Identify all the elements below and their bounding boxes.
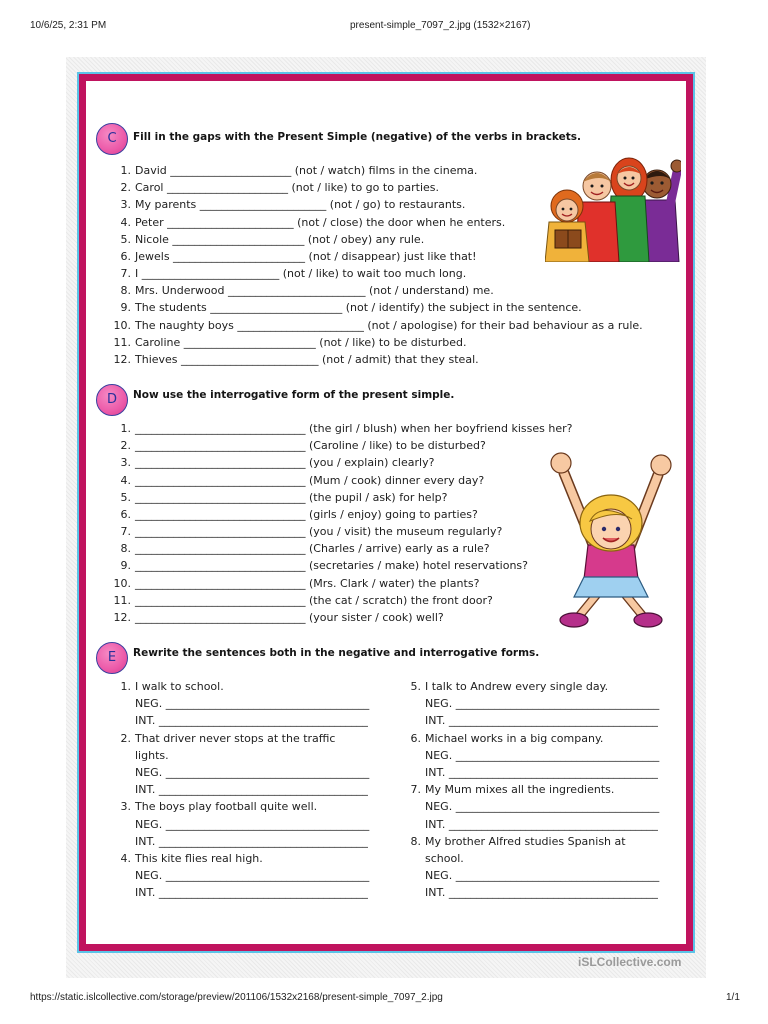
item-text: Nicole ________________________ (not / obey) any rule.: [135, 233, 425, 246]
section-d-item: [111, 508, 478, 522]
item-text: _______________________________ (your sister / cook) well?: [135, 611, 444, 624]
item-text: David ______________________ (not / watch) films in the cinema.: [135, 164, 478, 177]
item-text: I _________________________ (not / like) to wait too much long.: [135, 267, 467, 280]
section-d-item: [111, 525, 502, 539]
item-text: _______________________________ (secretaries / make) hotel reservations?: [135, 559, 528, 572]
item-text: _______________________________ (Charles / arrive) early as a rule?: [135, 542, 490, 555]
section-c-item: [111, 267, 466, 281]
item-sentence: My Mum mixes all the ingredients.: [425, 783, 615, 796]
print-page-number: 1/1: [726, 992, 740, 1003]
item-sentence-continued: school.: [425, 852, 464, 865]
section-d-item: [111, 577, 479, 591]
section-d-item: [111, 542, 490, 556]
item-text: The students ________________________ (not / identify) the subject in the sentence.: [135, 301, 582, 314]
item-number: 6.: [410, 732, 421, 745]
item-text: Thieves _________________________ (not / admit) that they steal.: [135, 353, 479, 366]
item-text: _______________________________ (Mum / cook) dinner every day?: [135, 474, 485, 487]
section-c-item: [111, 353, 479, 367]
section-e-item: [401, 783, 614, 797]
item-number: 8.: [120, 542, 131, 555]
section-e-badge: E: [96, 642, 128, 674]
item-number: 2.: [120, 732, 131, 745]
item-text: _______________________________ (girls / enjoy) going to parties?: [135, 508, 478, 521]
item-number: 10.: [113, 319, 131, 332]
negative-answer-line: NEG. _____________________________________: [425, 800, 660, 813]
item-number: 1.: [120, 680, 131, 693]
item-number: 3.: [120, 800, 131, 813]
item-number: 1.: [120, 164, 131, 177]
interrogative-answer-line: INT. ______________________________________: [135, 783, 368, 796]
section-c-instruction: Fill in the gaps with the Present Simple (negative) of the verbs in brackets.: [133, 131, 582, 143]
section-d-item: [111, 422, 573, 436]
item-number: 1.: [120, 422, 131, 435]
interrogative-answer-line: INT. ______________________________________: [425, 886, 658, 899]
item-number: 5.: [120, 233, 131, 246]
section-e-instruction: Rewrite the sentences both in the negative and interrogative forms.: [133, 647, 540, 659]
section-c-item: [111, 216, 505, 230]
item-sentence: That driver never stops at the traffic: [135, 732, 336, 745]
item-sentence: I talk to Andrew every single day.: [425, 680, 609, 693]
section-e-item: [111, 680, 224, 694]
item-sentence: The boys play football quite well.: [135, 800, 318, 813]
section-c-item: [111, 301, 582, 315]
section-d-item: [111, 456, 434, 470]
item-number: 4.: [120, 852, 131, 865]
section-d-item: [111, 474, 484, 488]
item-sentence: Michael works in a big company.: [425, 732, 604, 745]
interrogative-answer-line: INT. ______________________________________: [425, 818, 658, 831]
section-e-item: [401, 835, 626, 849]
print-title: present-simple_7097_2.jpg (1532×2167): [350, 20, 531, 31]
item-number: 12.: [113, 611, 131, 624]
child-figure-with-book: [545, 190, 589, 262]
item-sentence: I walk to school.: [135, 680, 224, 693]
print-datetime: 10/6/25, 2:31 PM: [30, 20, 107, 31]
section-d-item: [111, 491, 447, 505]
islcollective-watermark: iSLCollective.com: [578, 955, 682, 969]
section-c-item: [111, 198, 465, 212]
item-number: 7.: [120, 525, 131, 538]
item-number: 3.: [120, 198, 131, 211]
item-text: Mrs. Underwood _________________________ (not / understand) me.: [135, 284, 494, 297]
section-c-item: [111, 181, 439, 195]
children-group-illustration: [545, 150, 681, 262]
interrogative-answer-line: INT. ______________________________________: [425, 766, 658, 779]
section-e-item: [401, 680, 608, 694]
section-c-item: [111, 284, 494, 298]
item-number: 7.: [120, 267, 131, 280]
negative-answer-line: NEG. _____________________________________: [425, 749, 660, 762]
item-number: 4.: [120, 474, 131, 487]
negative-answer-line: NEG. _____________________________________: [135, 697, 370, 710]
interrogative-answer-line: INT. ______________________________________: [135, 835, 368, 848]
section-e-item: [401, 732, 603, 746]
item-text: _______________________________ (Mrs. Clark / water) the plants?: [135, 577, 480, 590]
section-c-item: [111, 250, 477, 264]
negative-answer-line: NEG. _____________________________________: [135, 869, 370, 882]
section-d-item: [111, 594, 493, 608]
item-number: 8.: [120, 284, 131, 297]
negative-answer-line: NEG. _____________________________________: [135, 818, 370, 831]
interrogative-answer-line: INT. ______________________________________: [135, 886, 368, 899]
item-sentence-continued: lights.: [135, 749, 169, 762]
section-e-item: [111, 800, 317, 814]
section-c-item: [111, 319, 643, 333]
item-text: _______________________________ (you / visit) the museum regularly?: [135, 525, 503, 538]
girl-legs: [560, 593, 662, 627]
item-text: _______________________________ (the cat / scratch) the front door?: [135, 594, 493, 607]
interrogative-answer-line: INT. ______________________________________: [425, 714, 658, 727]
cheering-girl-illustration: [548, 443, 674, 629]
item-number: 11.: [113, 336, 131, 349]
item-number: 5.: [410, 680, 421, 693]
item-number: 7.: [410, 783, 421, 796]
section-e-item: [111, 732, 335, 746]
item-number: 2.: [120, 181, 131, 194]
item-number: 6.: [120, 508, 131, 521]
print-url: https://static.islcollective.com/storage/preview/201106/1532x2168/present-simple_7097_2.jpg: [30, 992, 443, 1003]
negative-answer-line: NEG. _____________________________________: [425, 869, 660, 882]
item-text: My parents _______________________ (not / go) to restaurants.: [135, 198, 466, 211]
section-d-item: [111, 611, 444, 625]
item-number: 5.: [120, 491, 131, 504]
item-text: _______________________________ (the pupil / ask) for help?: [135, 491, 448, 504]
section-c-item: [111, 233, 424, 247]
item-number: 8.: [410, 835, 421, 848]
item-number: 11.: [113, 594, 131, 607]
negative-answer-line: NEG. _____________________________________: [135, 766, 370, 779]
item-number: 2.: [120, 439, 131, 452]
item-number: 9.: [120, 301, 131, 314]
item-number: 9.: [120, 559, 131, 572]
item-text: Jewels ________________________ (not / disappear) just like that!: [135, 250, 477, 263]
section-c-item: [111, 164, 477, 178]
item-number: 3.: [120, 456, 131, 469]
section-d-item: [111, 559, 528, 573]
girl-head: [580, 495, 642, 551]
girl-body: [574, 545, 648, 597]
item-text: _______________________________ (Caroline / like) to be disturbed?: [135, 439, 486, 452]
item-number: 6.: [120, 250, 131, 263]
section-d-badge: D: [96, 384, 128, 416]
section-c-badge: C: [96, 123, 128, 155]
interrogative-answer-line: INT. ______________________________________: [135, 714, 368, 727]
item-number: 12.: [113, 353, 131, 366]
item-sentence: This kite flies real high.: [135, 852, 263, 865]
item-number: 4.: [120, 216, 131, 229]
item-text: Caroline ________________________ (not / like) to be disturbed.: [135, 336, 467, 349]
section-e-item: [111, 852, 263, 866]
item-text: Carol ______________________ (not / like) to go to parties.: [135, 181, 440, 194]
negative-answer-line: NEG. _____________________________________: [425, 697, 660, 710]
item-text: _______________________________ (you / explain) clearly?: [135, 456, 435, 469]
section-c-item: [111, 336, 467, 350]
item-text: The naughty boys _______________________ (not / apologise) for their bad behaviour as a rule.: [135, 319, 643, 332]
item-number: 10.: [113, 577, 131, 590]
item-sentence: My brother Alfred studies Spanish at: [425, 835, 626, 848]
item-text: Peter _______________________ (not / close) the door when he enters.: [135, 216, 506, 229]
section-d-instruction: Now use the interrogative form of the present simple.: [133, 389, 455, 401]
item-text: _______________________________ (the girl / blush) when her boyfriend kisses her?: [135, 422, 573, 435]
section-d-item: [111, 439, 486, 453]
